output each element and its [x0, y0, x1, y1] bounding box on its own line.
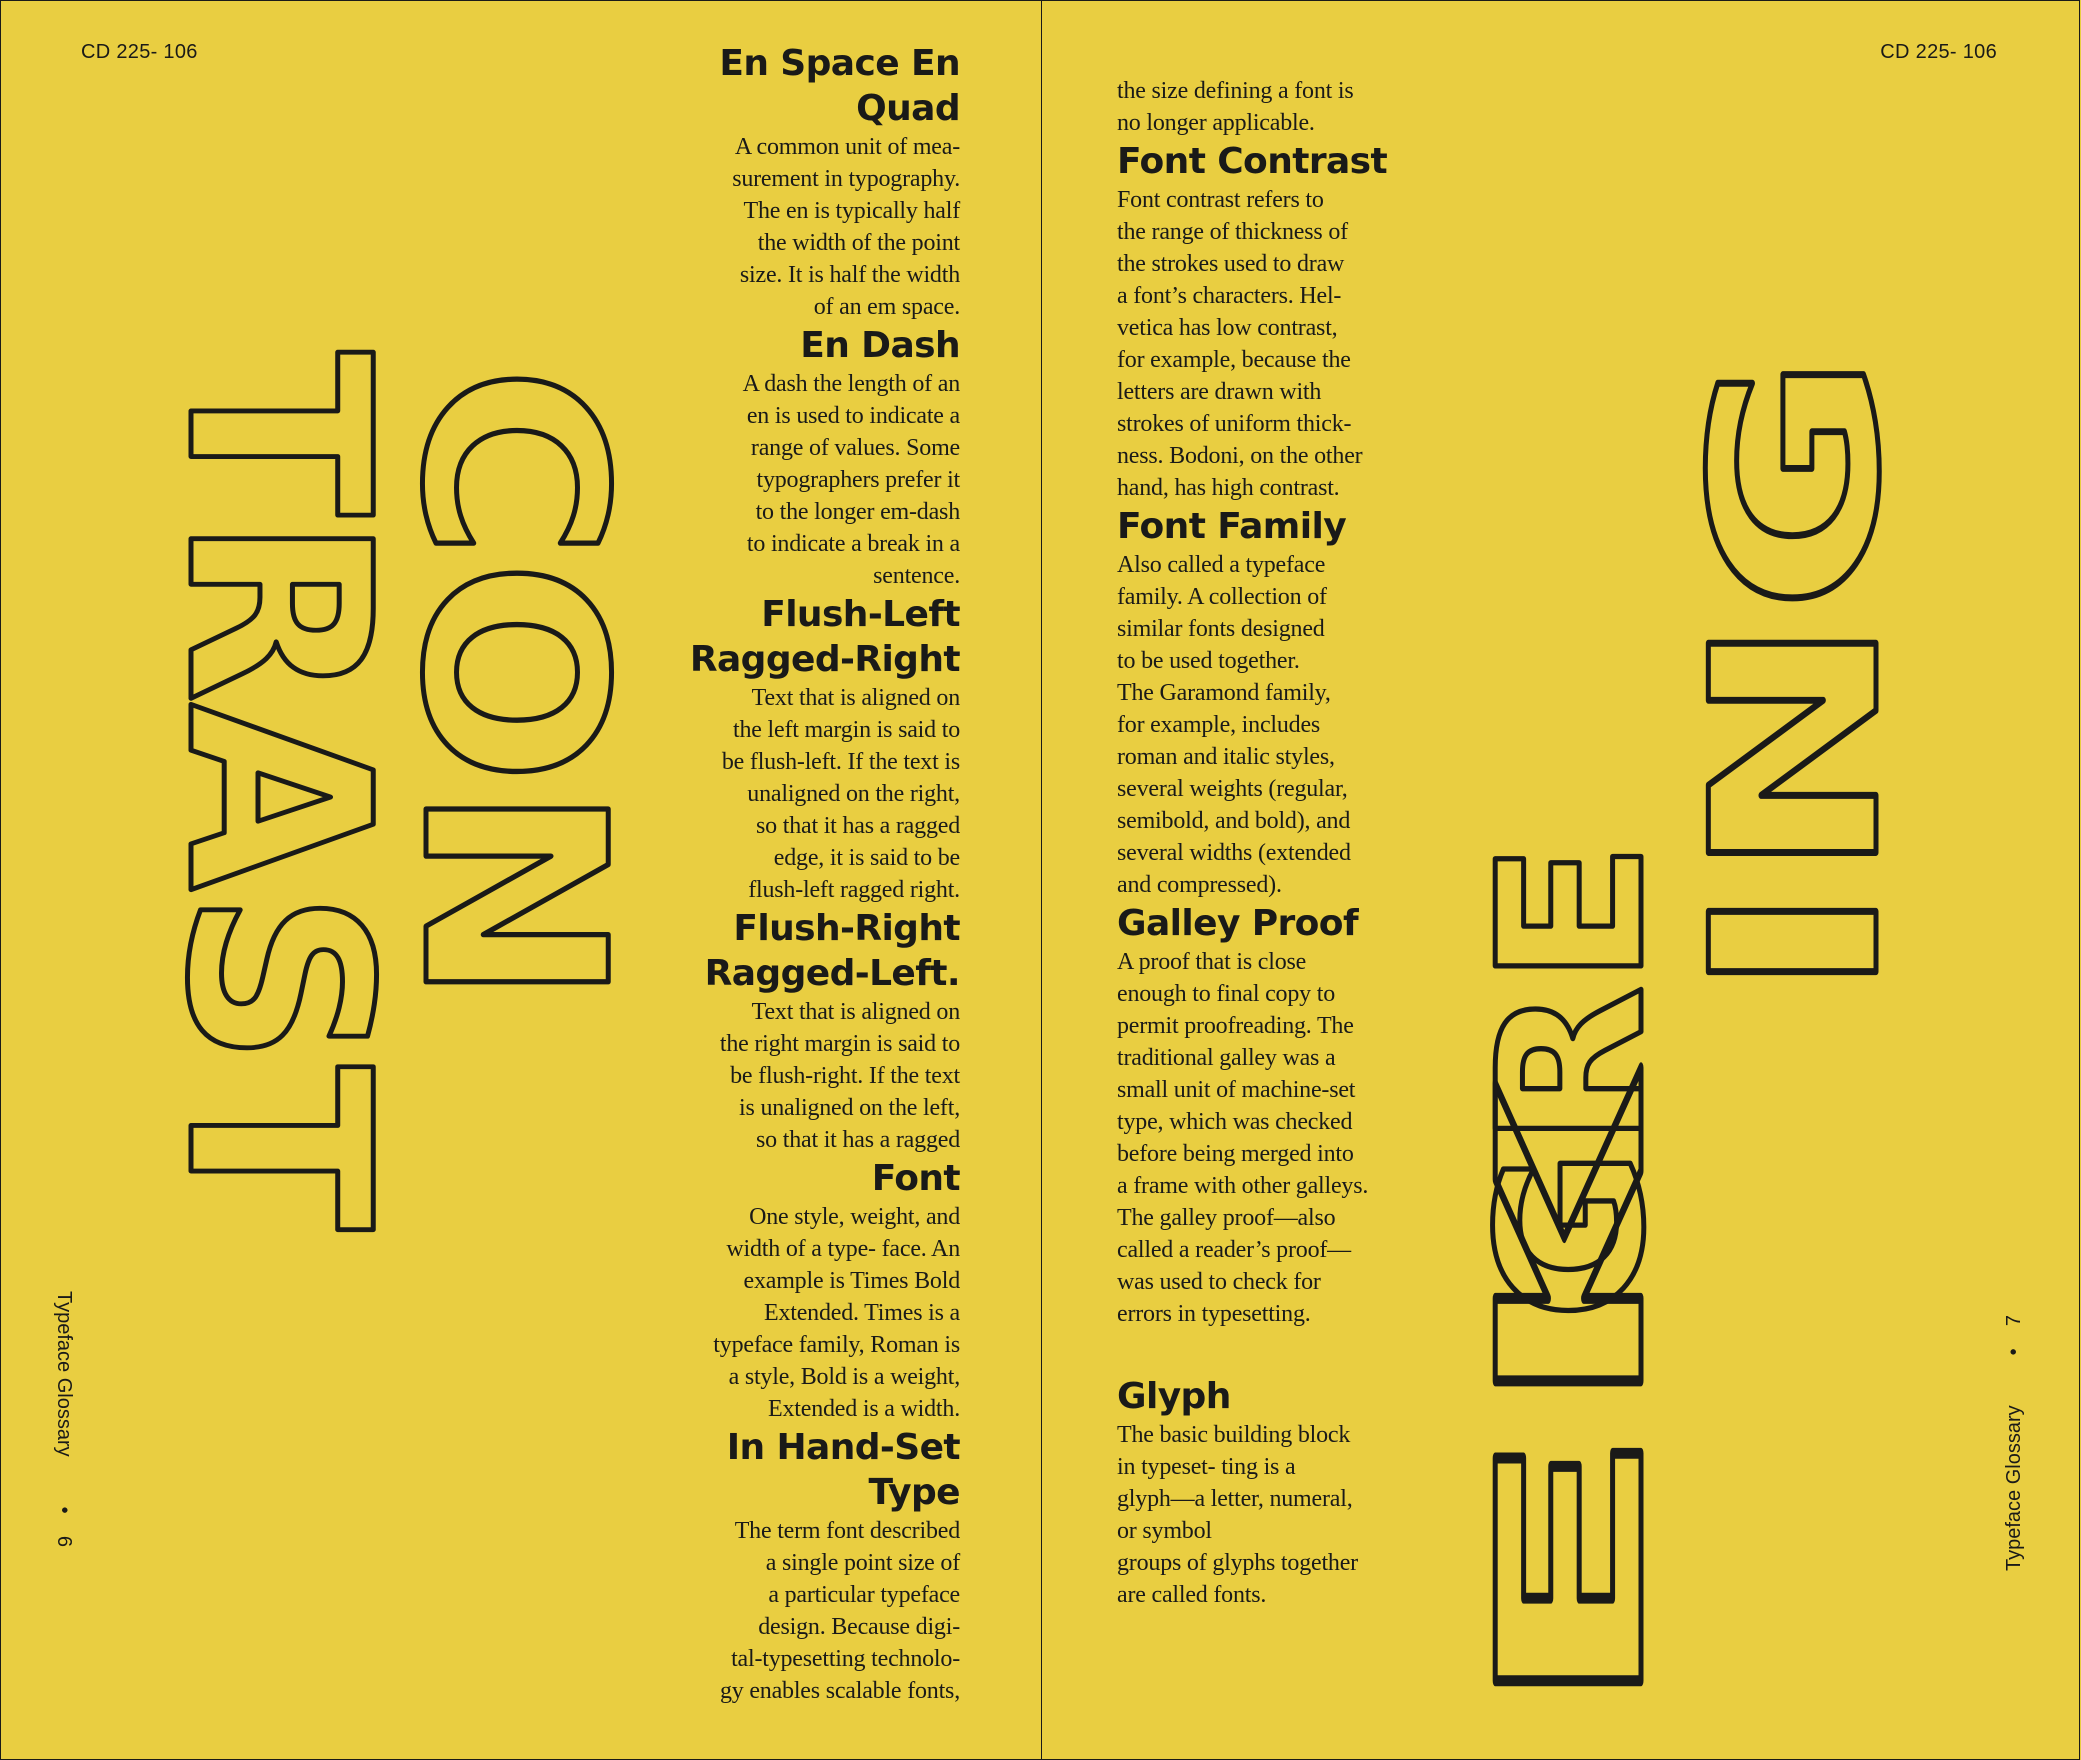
decorative-word-trast: TRAST — [132, 351, 423, 1259]
glossary-column-right — [1117, 75, 1429, 1611]
glossary-definition: One style, weight, and width of a type- face. An example is Times Bold Extended. Times is a typeface family, Roman is a style, Bold is a weight, Extended is a width. — [713, 1204, 960, 1422]
glossary-term: Flush-Left Ragged-Right — [689, 594, 960, 680]
glossary-definition: The term font described a single point size of a particular typeface design. Because digi- tal-typesetting technolo- gy enables scalable fonts, — [719, 1518, 960, 1704]
decorative-word-con: CON — [367, 366, 658, 972]
footer-title: Typeface Glossary — [53, 1291, 75, 1457]
glossary-entry — [1117, 901, 1429, 1330]
glossary-entry — [660, 592, 960, 906]
glossary-entry — [660, 1425, 960, 1707]
glossary-term: Font — [871, 1158, 960, 1199]
glossary-definition: Font contrast refers to the range of thickness of the strokes used to draw a font’s characters. Hel- vetica has low contrast, for example, because the letters are drawn with strokes of uniform thick- ness. Bodoni, on the other hand, has high contrast. — [1117, 187, 1363, 501]
glossary-entry — [1117, 139, 1429, 504]
glossary-term: In Hand-Set Type — [726, 1427, 960, 1513]
glossary-entry — [1117, 504, 1429, 901]
glossary-entry — [660, 323, 960, 592]
page-number-right: • 7 — [2003, 1315, 2025, 1356]
glossary-continued-text: the size defining a font is no longer applicable. — [1117, 78, 1354, 136]
glossary-definition: A common unit of mea- surement in typography. The en is typically half the width of the point size. It is half the width of an em space. — [732, 134, 960, 320]
glossary-entry — [660, 41, 960, 323]
glossary-term: Glyph — [1117, 1376, 1231, 1417]
decorative-word-ing: ING — [1664, 534, 1931, 1001]
glossary-column-left — [660, 41, 960, 1707]
glossary-definition: A proof that is close enough to final copy to permit proofreading. The traditional galley was a small unit of machine-set type, which was checked before being merged into a frame with other galleys. The galley proof—also called a reader’s proof— was used to check for errors in typesetting. — [1117, 949, 1369, 1327]
glossary-definition: The basic building block in typeset- ting is a glyph—a letter, numeral, or symbol groups of glyphs together are called fonts. — [1117, 1422, 1358, 1608]
page-number-value: 6 — [53, 1535, 75, 1547]
glossary-term: En Dash — [800, 325, 960, 366]
glossary-term: Font Contrast — [1117, 141, 1388, 182]
decorative-word-ek: EK — [1456, 1429, 1689, 1721]
glossary-term: En Space En Quad — [719, 43, 960, 129]
course-code-left: CD 225- 106 — [81, 41, 198, 63]
page-number-left: • 6 — [53, 1506, 75, 1547]
decorative-word-gre: GRE — [1456, 866, 1689, 1321]
glossary-term: Flush-Right Ragged-Left. — [704, 908, 960, 994]
course-code-right: CD 225- 106 — [1880, 41, 1997, 63]
page-fold-line — [1041, 1, 1042, 1759]
decorative-contrast-lettering — [1, 351, 658, 1261]
glossary-definition: A dash the length of an en is used to indicate a range of values. Some typographers prefer it to the longer em-dash to indicate a break in a sentence. — [742, 371, 960, 589]
page-number-value: 7 — [2003, 1315, 2025, 1327]
running-footer-left — [52, 1291, 75, 1547]
running-footer-right — [2003, 1315, 2026, 1571]
glossary-entry — [660, 1156, 960, 1425]
glossary-entry — [1117, 1374, 1429, 1611]
glossary-definition: Text that is aligned on the right margin is said to be flush-right. If the text is unaligned on the left, so that it has a ragged — [719, 999, 960, 1153]
glossary-definition: Text that is aligned on the left margin is said to be flush-left. If the text is unaligned on the right, so that it has a ragged edge, it is said to be flush-left ragged right. — [721, 685, 960, 903]
glossary-term: Galley Proof — [1117, 903, 1359, 944]
glossary-term: Font Family — [1117, 506, 1347, 547]
glossary-definition: Also called a typeface family. A collection of similar fonts designed to be used together. The Garamond family, for example, includes roman and italic styles, several weights (regular, semibold, and bold), and several widths (extended and compressed). — [1117, 552, 1351, 898]
glossary-entry — [660, 906, 960, 1156]
footer-title: Typeface Glossary — [2003, 1405, 2025, 1571]
